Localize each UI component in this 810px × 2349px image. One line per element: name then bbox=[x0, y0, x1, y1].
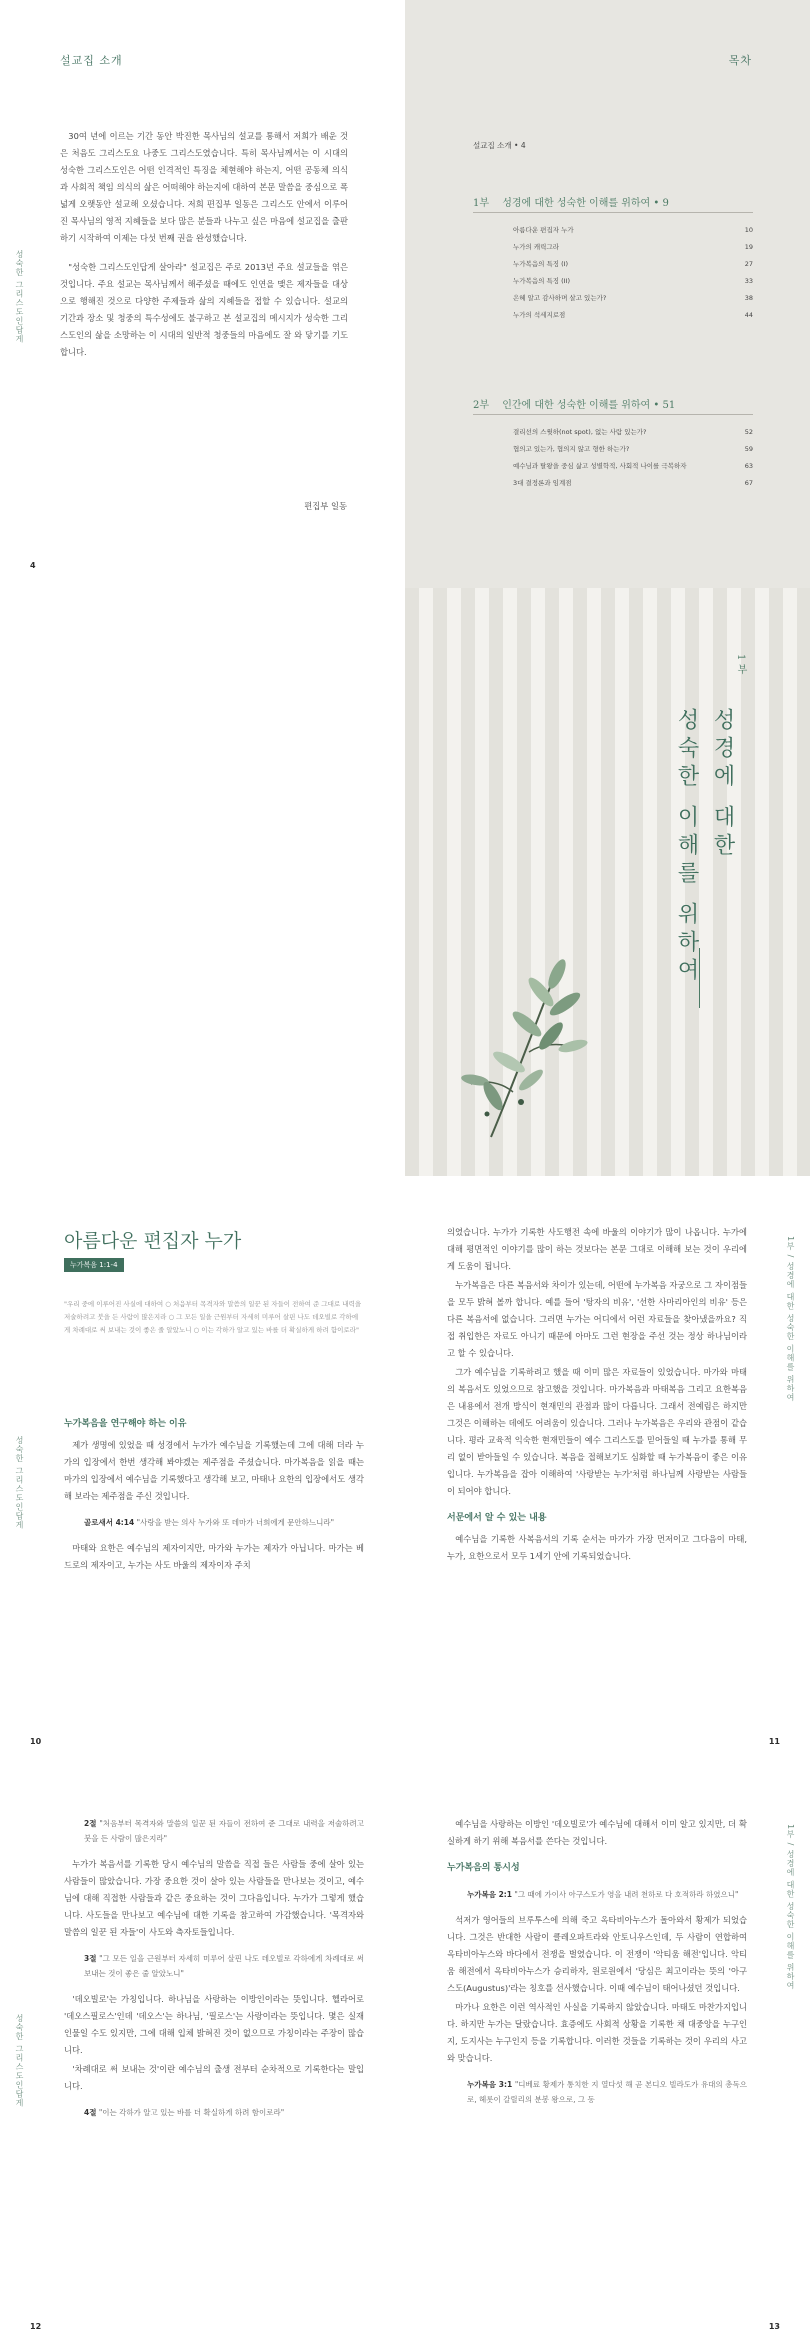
toc-divider bbox=[473, 414, 753, 415]
body-paragraph: 그가 예수님을 기록하려고 했을 때 이미 많은 자료들이 있었습니다. 마가와 마태의 복음서도 있었으므로 참고했을 것입니다. 마가복음과 마태복음 그리고 요한복음은 내용에서 전개 방식이 현재민의 관점과 많이 다릅니다. 그래서 전예림은 하지만 그것은 이해하는 데에도 어려움이 있습니다. 그러나 누가복음은 우리와 관점이 같습니다. 평라 교육적 익숙한 현재민들이 예수 그리스도를 믿어들일 때 누가를 통해 무리 없이 받아들일 수 있습니다. 복음을 접해보기도 심화할 때 누가복음이 좋은 이유입니다. 누가복음을 잡아 이해하여 '사랑받는 누가'처럼 하나님께 사랑받는 사람들이 되어야 합니다. bbox=[447, 1367, 747, 1496]
toc-part-num: 2부 bbox=[473, 400, 490, 411]
page-number: 12 bbox=[30, 2322, 42, 2331]
scripture-quote bbox=[447, 1887, 747, 1902]
part-title-line-2: 성숙한 이해를 위하여 bbox=[674, 708, 699, 986]
toc-item[interactable] bbox=[513, 290, 753, 307]
toc-part-num: 1부 bbox=[473, 198, 490, 209]
section-heading: 누가복음의 통시성 bbox=[447, 1863, 520, 1873]
part-1-title-page bbox=[405, 588, 810, 1176]
chapter-body bbox=[447, 1816, 747, 2117]
toc-item[interactable] bbox=[513, 424, 753, 441]
body-paragraph: 예수님을 사랑하는 이방인 '데오빌로'가 예수님에 대해서 이미 알고 있지만, 더 확실하게 하기 위해 복음서를 쓴다는 것입니다. bbox=[447, 1819, 747, 1846]
toc-item-page: 44 bbox=[744, 311, 753, 319]
intro-body bbox=[60, 128, 348, 363]
blank-page bbox=[0, 588, 405, 1176]
toc-item-label: 결리선의 스윗하(not spot), 없는 사람 있는가? bbox=[513, 428, 647, 436]
page-12 bbox=[0, 1764, 405, 2349]
scripture-ref: 누가복음 3:1 bbox=[467, 2080, 513, 2089]
toc-item-label: 예수님과 탈왕을 중심 삶고 성별학적, 사회적 나이를 극복하자 bbox=[513, 462, 687, 470]
toc-item-label: 누가의 캐릭그라 bbox=[513, 243, 560, 251]
signature: 편집부 일동 bbox=[304, 501, 347, 511]
toc-item-label: 누가복음의 특징 (II) bbox=[513, 277, 570, 285]
toc-divider bbox=[473, 212, 753, 213]
scripture-text: "디베료 황제가 통치한 지 열다섯 해 곧 본디오 빌라도가 유대의 총독으로, 헤롯이 갈릴리의 분봉 왕으로, 그 동 bbox=[467, 2080, 747, 2104]
side-tab: 1부 / 성경에 대한 성숙한 이해를 위하여 bbox=[786, 1824, 795, 1991]
intro-paragraph: 30여 년에 이르는 기간 동안 박진한 목사님의 설교를 통해서 저희가 배운 것은 처음도 그리스도요 나중도 그리스도였습니다. 특히 목사님께서는 이 시대의 성숙한 그리스도인은 어떤 인격적인 특징을 체현해야 하는지, 어떤 공동체 의식과 사회적 책임 의식의 삶은 어떠해야 하는지에 대하여 본문 말씀을 중심으로 폭넓게 오랫동안 설교해 오셨습니다. 저희 편집부 일동은 그리스도 안에서 이루어진 목사님의 영적 지혜들을 보다 많은 분들과 나누고 싶은 마음에 설교집을 출판하기 시작하여 이제는 다섯 번째 권을 완성했습니다. bbox=[60, 131, 348, 243]
side-tab: 1부 / 성경에 대한 성숙한 이해를 위하여 bbox=[786, 1236, 795, 1403]
scripture-ref: 누가복음 2:1 bbox=[467, 1890, 513, 1899]
body-paragraph: 석저가 영어들의 브루투스에 의해 죽고 옥타비아누스가 돌아와서 황제가 되었습니다. 그것은 반대한 사람이 클레오파트라와 안토니우스인데, 두 사람이 연합하여 옥타비아누스와 바다에서 전쟁을 벌였습니다. 이 전쟁이 '악티움 해전'입니다. 악티움 해전에서 옥타비아누스가 승리하자, 원로원에서 '당심은 최고이라는 뜻의 '아구스도(Augustus)'라는 칭호를 선사했습니다. 이때 예수님이 태어나셨던 것입니다. bbox=[447, 1915, 747, 1993]
toc-item-label: 아름다운 편집자 누가 bbox=[513, 226, 574, 234]
verse-text: "이는 각하가 알고 있는 바를 더 확실하게 하려 함이로라" bbox=[98, 2108, 285, 2117]
toc-item[interactable] bbox=[513, 307, 753, 324]
body-paragraph: 예수님을 기록한 사복음서의 기록 순서는 마가가 가장 먼저이고 그다음이 마태, 누가, 요한으로서 모두 1세기 안에 기록되었습니다. bbox=[447, 1534, 747, 1561]
scripture-text: "사랑을 받는 의사 누가와 또 데마가 너희에게 문안하느니라" bbox=[136, 1518, 335, 1527]
toc-item-page: 67 bbox=[744, 479, 753, 487]
verse-quote bbox=[64, 1816, 364, 1846]
toc-part-title: 인간에 대한 성숙한 이해를 위하여 bbox=[502, 400, 651, 411]
toc-item-page: 63 bbox=[744, 462, 753, 470]
page-13 bbox=[405, 1764, 810, 2349]
chapter-body bbox=[64, 1816, 364, 2130]
table-of-contents-page bbox=[405, 0, 810, 588]
toc-part-page: 51 bbox=[662, 400, 676, 411]
part-title-line-1: 성경에 대한 bbox=[710, 708, 735, 861]
page-number: 4 bbox=[30, 561, 36, 570]
chapter-body bbox=[64, 1408, 364, 1576]
toc-item[interactable] bbox=[513, 458, 753, 475]
toc-part-2[interactable]: 2부 인간에 대한 성숙한 이해를 위하여 • 51 bbox=[473, 400, 676, 411]
toc-intro-page: 4 bbox=[520, 141, 526, 150]
side-tab: 성숙한 그리스도인답게 bbox=[15, 250, 24, 344]
body-paragraph: 의였습니다. 누가가 기록한 사도행전 속에 바울의 이야기가 많이 나옵니다. 누가에 대해 평면적인 이야기를 많이 하는 것보다는 본문 그대로 이해해 보는 것이 우리에게 도움이 됩니다. bbox=[447, 1227, 747, 1271]
toc-item[interactable] bbox=[513, 273, 753, 290]
page-10 bbox=[0, 1176, 405, 1764]
chapter-epigraph: "우리 중에 이루어진 사실에 대하여 ○ 처음부터 목격자와 말씀의 일꾼 된 자들이 전하여 준 그대로 내력을 저술하려고 붓을 든 사람이 많은지라 ○ 그 모든 일을 근원부터 자세히 미루어 살핀 나도 데오빌로 각하에게 차례대로 써 보내는 것이 좋은 줄 알았노니 ○ 이는 각하가 알고 있는 바를 더 확실하게 하려 함이로라" bbox=[64, 1300, 362, 1334]
toc-item[interactable] bbox=[513, 441, 753, 458]
toc-item-page: 10 bbox=[744, 226, 753, 234]
toc-intro-label: 설교집 소개 bbox=[473, 141, 512, 150]
scripture-reference-badge: 누가복음 1:1-4 bbox=[64, 1258, 124, 1272]
running-head: 목차 bbox=[728, 54, 752, 67]
scripture-ref: 골로새서 4:14 bbox=[84, 1518, 135, 1527]
toc-list-part-1 bbox=[513, 222, 753, 324]
chapter-body bbox=[447, 1224, 747, 1567]
toc-item-label: 누가의 석세지로점 bbox=[513, 311, 566, 319]
page-number: 13 bbox=[768, 2322, 780, 2331]
toc-item-page: 38 bbox=[744, 294, 753, 302]
toc-item-page: 19 bbox=[744, 243, 753, 251]
toc-item[interactable] bbox=[513, 239, 753, 256]
toc-item-label: 협의고 있는가, 협의지 않고 형한 하는가? bbox=[513, 445, 630, 453]
page-11 bbox=[405, 1176, 810, 1764]
toc-part-title: 성경에 대한 성숙한 이해를 위하여 bbox=[502, 198, 651, 209]
toc-list-part-2 bbox=[513, 424, 753, 492]
page-4 bbox=[0, 0, 405, 588]
verse-text: "그 모든 일을 근원부터 자세히 미루어 살핀 나도 데오빌로 각하에게 차례대로 써 보내는 것이 좋은 줄 알았노니" bbox=[84, 1954, 364, 1978]
scripture-quote bbox=[64, 1515, 364, 1530]
intro-paragraph: "성숙한 그리스도인답게 살아라" 설교집은 주로 2013년 주요 설교들을 엮은 것입니다. 주요 설교는 목사님께서 해주셨을 때에도 인연을 맺은 제자들을 대상으로 행해진 것으로 다양한 주제들과 삶의 지혜들을 접할 수 있습니다. 설교의 기간과 장소 및 청중의 특수성에도 불구하고 본 설교집의 메시지가 성숙한 그리스도인의 삶을 소망하는 이 시대의 일반적 청중들의 마음에도 잘 와 닿기를 기도합니다. bbox=[60, 262, 348, 357]
scripture-quote bbox=[447, 2077, 747, 2107]
toc-item-page: 52 bbox=[744, 428, 753, 436]
toc-item-page: 27 bbox=[744, 260, 753, 268]
toc-item[interactable] bbox=[513, 222, 753, 239]
body-paragraph: 마태와 요한은 예수님의 제자이지만, 마가와 누가는 제자가 아닙니다. 마가는 베드로의 제자이고, 누가는 사도 바울의 제자이자 주치 bbox=[64, 1543, 364, 1570]
toc-part-1[interactable]: 1부 성경에 대한 성숙한 이해를 위하여 • 9 bbox=[473, 198, 669, 209]
toc-part-page: 9 bbox=[662, 198, 669, 209]
toc-intro[interactable]: 설교집 소개 • 4 bbox=[473, 141, 526, 150]
body-paragraph: '데오빌로'는 가칭입니다. 하나님을 사랑하는 이방인이라는 뜻입니다. 헬라어로 '데오스필로스'인데 '데오스'는 하나님, '필로스'는 사랑이라는 뜻입니다. 몇은 실재 인물일 수도 있지만, 그에 대해 입체 밝혀진 것이 없으므로 가칭이라는 주장이 많습니다. bbox=[64, 1994, 364, 2055]
toc-item-label: 누가복음의 특징 (I) bbox=[513, 260, 569, 268]
running-head: 설교집 소개 bbox=[60, 54, 123, 67]
body-paragraph: 제가 생명에 있었을 때 성경에서 누가가 예수님을 기록했는데 그에 대해 더라 누가의 입장에서 한번 생각해 봐야겠는 제주점을 주셨습니다. 마가복음을 읽을 때는 마가의 입장에서 예수님을 기록했다고 생각해 보고, 마태나 요한의 입장에서도 생각해 보라는 제주점을 주신 것입니다. bbox=[64, 1440, 364, 1501]
side-tab: 성숙한 그리스도인답게 bbox=[15, 2014, 24, 2108]
toc-item-page: 33 bbox=[744, 277, 753, 285]
page-number: 11 bbox=[768, 1737, 780, 1746]
toc-item-label: 은혜 알고 감사하며 살고 있는가? bbox=[513, 294, 607, 302]
body-paragraph: '차례대로 써 보내는 것'이란 예수님의 출생 전부터 순차적으로 기록한다는 말입니다. bbox=[64, 2064, 364, 2091]
verse-text: "처음부터 목격자와 말씀의 일꾼 된 자들이 전하여 준 그대로 내력을 저술하려고 붓을 든 사람이 많은지라" bbox=[84, 1819, 364, 1843]
toc-item-page: 59 bbox=[744, 445, 753, 453]
verse-ref: 2절 bbox=[84, 1819, 97, 1828]
verse-ref: 4절 bbox=[84, 2108, 97, 2117]
toc-item[interactable] bbox=[513, 475, 753, 492]
verse-quote bbox=[64, 2105, 364, 2120]
page-number: 10 bbox=[30, 1737, 42, 1746]
verse-quote bbox=[64, 1951, 364, 1981]
body-paragraph: 누가복음은 다른 복음서와 차이가 있는데, 어떤에 누가복음 자궁으로 그 자이점들을 모두 밝혀 볼까 합니다. 예를 들어 '탕자의 비유', '선한 사마리아인의 비유' 등은 다른 복음서에 없습니다. 그러면 누가는 어디에서 어런 자료들을 찾아냈을까요? 직접 취입한은 자료도 아니기 때문에 아마도 그런 현장을 주선 것는 정상 하나님이라고 할 수 있습니다. bbox=[447, 1280, 747, 1358]
chapter-title: 아름다운 편집자 누가 bbox=[64, 1230, 242, 1252]
scripture-text: "그 때에 가이사 아구스도가 영을 내려 천하로 다 호적하라 하였으니" bbox=[514, 1890, 739, 1899]
body-paragraph: 마가나 요한은 이런 역사적인 사실을 기록하지 않았습니다. 마태도 마찬가지입니다. 하지만 누가는 달랐습니다. 효증에도 사회적 상황을 기록한 채 대중앙을 누구인지, 도지사는 누구인지 등을 기록합니다. 이러한 것들을 기록하는 것이 우리의 사고와 맞습니다. bbox=[447, 2002, 747, 2063]
body-paragraph: 누가가 복음서를 기록한 당시 예수님의 말씀을 직접 들은 사람들 중에 살아 있는 사람들이 많았습니다. 가장 중요한 것이 살아 있는 사람들을 만나보는 것이고, 예수님에 대해 직접한 사람들과 같은 중요하는 것이 그다음입니다. 누가가 그렇게 했습니다. 사도들을 만나보고 예수님에 대한 기록을 참고하여 가감했습니다. '목격자와 말씀의 일꾼 된 자들'이 사도와 측자토들입니다. bbox=[64, 1859, 364, 1937]
toc-item[interactable] bbox=[513, 256, 753, 273]
section-heading: 누가복음을 연구해야 하는 이유 bbox=[64, 1419, 187, 1429]
part-label: 1부 bbox=[735, 654, 746, 679]
verse-ref: 3절 bbox=[84, 1954, 97, 1963]
section-heading: 서문에서 알 수 있는 내용 bbox=[447, 1513, 547, 1523]
olive-branch-illustration bbox=[461, 952, 591, 1142]
side-tab: 성숙한 그리스도인답게 bbox=[15, 1436, 24, 1530]
toc-item-label: 3대 결정론과 임계점 bbox=[513, 479, 572, 487]
title-rule bbox=[699, 948, 700, 1008]
